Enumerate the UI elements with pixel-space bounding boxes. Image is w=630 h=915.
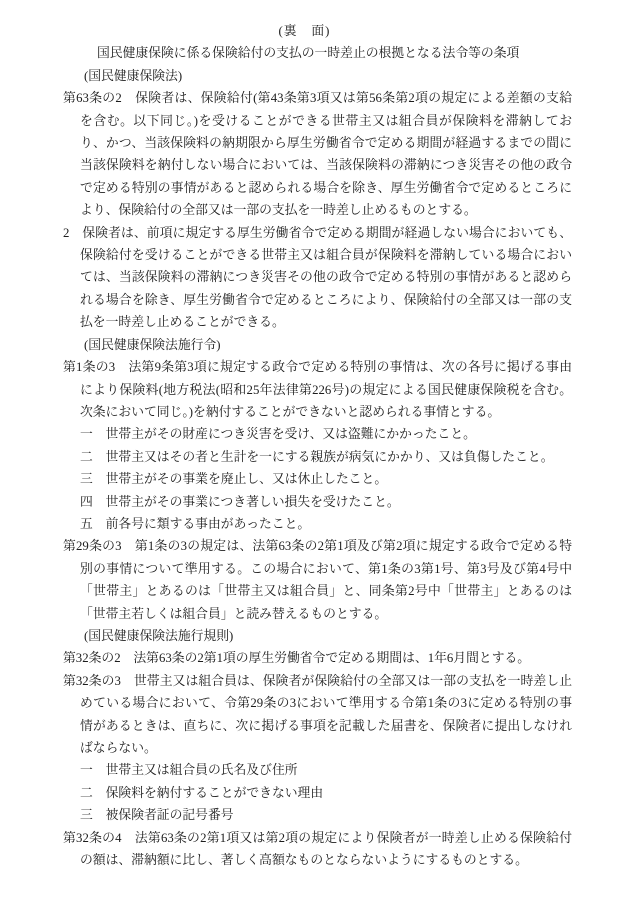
item-1-3-no3: 三 世帯主がその事業を廃止し、又は休止したこと。 [80,472,388,487]
article-32-4: 第32条の4 法第63条の2第1項又は第2項の規定により保険者が一時差し止める保険給付の額は、滞納額に比し、著しく高額なものとならないようにするものとする。 [63,830,572,868]
article-32-3: 第32条の3 世帯主又は組合員は、保険者が保険給付の全部又は一部の支払を一時差し止めている場合において、令第29条の3において準用する令第1条の3に定める特別の事情があるときは、直ちに、次に掲げる事項を記載した届書を、保険者に提出しなければならない。 [63,673,572,755]
document-body [63,65,572,872]
item-1-3-no2: 二 世帯主又はその者と生計を一にする親族が病気にかかり、又は負傷したこと。 [80,449,554,464]
page-side-label: (裏 面) [278,24,331,38]
item-32-3-no3: 三 被保険者証の記号番号 [80,808,234,823]
item-1-3-no1: 一 世帯主がその財産につき災害を受け、又は盗難にかかったこと。 [80,427,476,442]
article-32-2: 第32条の2 法第63条の2第1項の厚生労働省令で定める期間は、1年6月間とする。 [63,651,531,666]
item-32-3-no1: 一 世帯主又は組合員の氏名及び住所 [80,763,298,778]
item-1-3-no4: 四 世帯主がその事業につき著しい損失を受けたこと。 [80,494,400,509]
article-63-2-para1: 第63条の2 保険者は、保険給付(第43条第3項又は第56条第2項の規定による差額の支給を含む。以下同じ。)を受けることができる世帯主又は組合員が保険料を滞納しており、かつ、当該保険料の納期限から厚生労働省令で定める期間が経過するまでの間に当該保険料を納付しない場合においては、当該保険料の滞納につき災害その他の政令で定める特別の事情があると認められる場合を除き、厚生労働省令で定めるところにより、保険給付の全部又は一部の支払を一時差し止めるものとする。 [63,91,572,218]
law-heading-enforcement-order: (国民健康保険法施行令) [84,337,221,352]
law-heading-enforcement-rule: (国民健康保険法施行規則) [84,628,234,643]
item-1-3-no5: 五 前各号に類する事由があったこと。 [80,516,311,531]
article-1-3: 第1条の3 法第9条第3項に規定する政令で定める特別の事情は、次の各号に掲げる事由により保険料(地方税法(昭和25年法律第226号)の規定による国民健康保険税を含む。次条において同じ。)を納付することができないと認められる事情とする。 [63,360,572,419]
item-32-3-no2: 二 保険料を納付することができない理由 [80,785,324,800]
article-63-2-para2: 2 保険者は、前項に規定する厚生労働省令で定める期間が経過しない場合においても、保険給付を受けることができる世帯主又は組合員が保険料を滞納している場合においては、当該保険料の滞納につき災害その他の政令で定める特別の事情があると認められる場合を除き、厚生労働省令で定めるところにより、保険給付の全部又は一部の支払を一時差し止めることができる。 [63,225,572,330]
document-title: 国民健康保険に係る保険給付の支払の一時差止の根拠となる法令等の条項 [97,46,520,61]
article-29-3: 第29条の3 第1条の3の規定は、法第63条の2第1項及び第2項に規定する政令で定める特別の事情について準用する。この場合において、第1条の3第1号、第3号及び第4号中「世帯主」とあるのは「世帯主又は組合員」と、同条第2号中「世帯主」とあるのは「世帯主若しくは組合員」と読み替えるものとする。 [63,539,573,621]
law-heading-kokuho-law: (国民健康保険法) [84,68,183,83]
